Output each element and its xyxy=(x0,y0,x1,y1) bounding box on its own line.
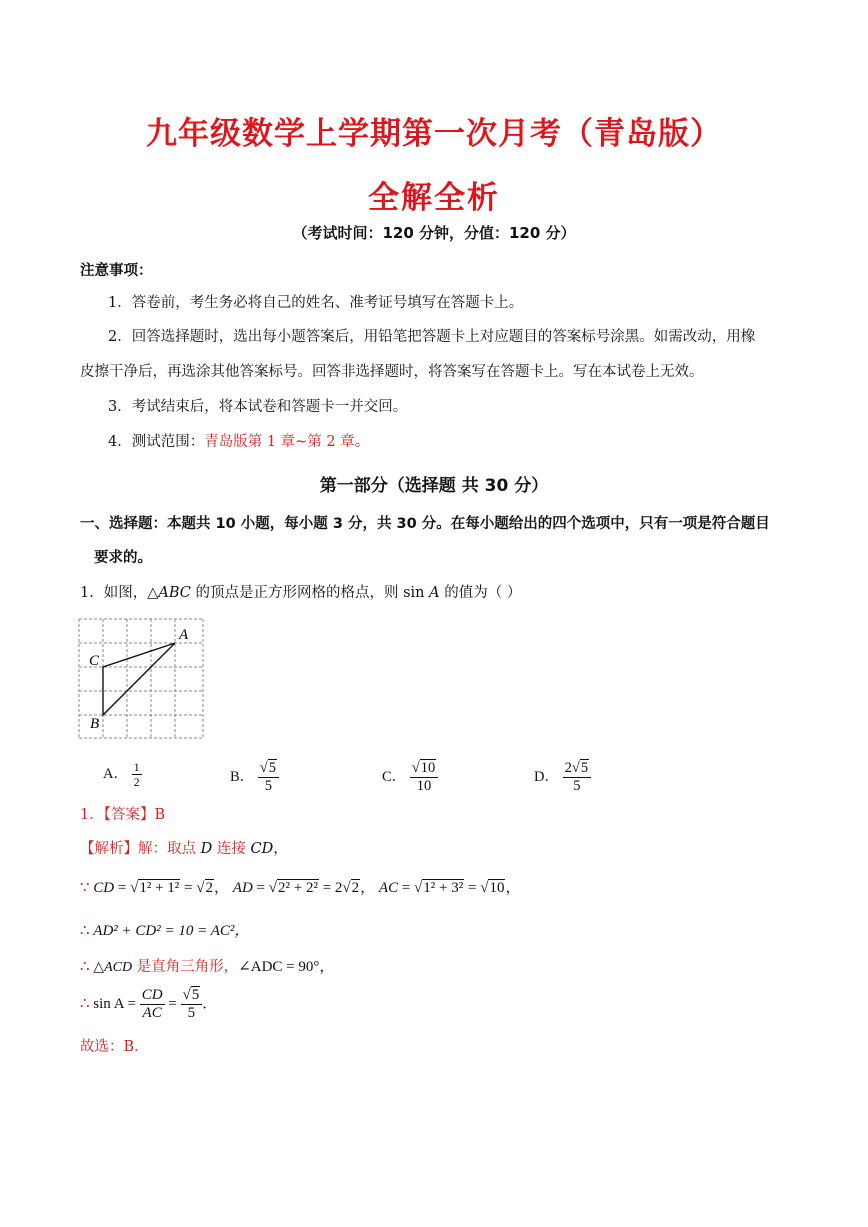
q1-analysis-intro xyxy=(80,838,288,860)
q1-stem-c: 的值为（ ） xyxy=(439,585,522,601)
option-a-label: A． xyxy=(103,765,128,782)
option-b-label: B． xyxy=(230,768,255,785)
therefore-symbol-3: ∴ xyxy=(80,995,90,1012)
analysis-label: 【解析】 xyxy=(80,841,138,857)
analysis-text: 解：取点 xyxy=(138,841,201,857)
option-c-den: 10 xyxy=(416,778,432,794)
q1-stem-A: A xyxy=(429,585,440,601)
part1-instruction-b: 要求的。 xyxy=(94,550,152,566)
q1-step-sin xyxy=(80,987,217,1022)
q1-stem-b: 的顶点是正方形网格的格点，则 sin xyxy=(190,585,430,601)
q1-step-lengths: ∵ CD = √1² + 1² = √2， AD = √2² + 2² = 2√2， AC = √1² + 3² = √10， xyxy=(80,880,521,896)
part1-title: 第一部分（选择题 共 30 分） xyxy=(319,476,549,496)
option-a-num: 1 xyxy=(133,760,140,774)
option-a-fraction xyxy=(132,760,142,789)
note-item-4-prefix: 4．测试范围： xyxy=(108,434,205,450)
option-d-label: D． xyxy=(534,768,559,785)
analysis-point-d: D xyxy=(200,841,213,857)
option-b-rad: 5 xyxy=(268,760,277,776)
note-item-4-range: 青岛版第 1 章~第 2 章 xyxy=(204,434,355,450)
option-a-den: 2 xyxy=(133,775,140,789)
pythagoras-relation: AD² + CD² = 10 = AC²， xyxy=(93,923,250,939)
analysis-segment-cd: CD xyxy=(250,841,274,857)
option-d-rad: 5 xyxy=(580,760,589,776)
note-item-3: 3．考试结束后，将本试卷和答题卡一并交回。 xyxy=(108,399,408,415)
q1-stem-abc: ABC xyxy=(158,585,191,601)
notes-heading: 注意事项： xyxy=(80,263,153,279)
note-item-4-suffix: 。 xyxy=(354,434,370,450)
sin-fraction-2: $\frac{√5}{5}$ xyxy=(181,987,203,1022)
option-d-coef: 2 xyxy=(564,760,572,776)
option-d[interactable] xyxy=(534,760,591,795)
sin-end: ． xyxy=(202,995,218,1012)
option-c-rad: 10 xyxy=(420,760,436,776)
option-d-den: 5 xyxy=(573,778,581,794)
sin-den: AC xyxy=(142,1005,162,1021)
analysis-comma: ， xyxy=(273,841,288,857)
therefore-symbol-1: ∴ xyxy=(80,923,90,939)
note-item-2a: 2．回答选择题时，选出每小题答案后，用铅笔把答题卡上对应题目的答案标号涂黑。如需改动，用橡 xyxy=(108,329,756,345)
sin-equals: = xyxy=(168,995,177,1012)
page-subtitle: 全解全析 xyxy=(368,180,500,216)
option-b-fraction: $\frac{√5}{5}$ xyxy=(258,760,279,795)
triangle-acd: △ACD xyxy=(93,960,133,975)
sin-num: CD xyxy=(141,987,163,1003)
part1-instruction-a: 一、选择题：本题共 10 小题，每小题 3 分，共 30 分。在每小题给出的四个选项中，只有一项是符合题目 xyxy=(80,516,770,532)
option-c[interactable] xyxy=(382,760,438,795)
vertex-label-c: C xyxy=(89,653,100,669)
exam-meta: （考试时间：120 分钟，分值：120 分） xyxy=(292,224,576,242)
vertex-label-b: B xyxy=(90,716,100,732)
option-a[interactable] xyxy=(103,760,142,789)
sin-a-label: sin A = xyxy=(93,995,136,1012)
option-c-fraction: $\frac{√10}{10}$ xyxy=(410,760,438,795)
sin-rad: 5 xyxy=(191,987,200,1003)
sin-den-2: 5 xyxy=(187,1005,196,1021)
because-symbol: ∵ xyxy=(80,880,90,896)
option-c-label: C． xyxy=(382,768,407,785)
option-d-fraction: $\frac{2√5}{5}$ xyxy=(563,760,591,795)
q1-stem xyxy=(80,582,521,604)
right-triangle-text: 是直角三角形， xyxy=(132,959,239,975)
note-item-4 xyxy=(108,431,369,453)
therefore-symbol-2: ∴ xyxy=(80,959,90,975)
q1-figure xyxy=(78,618,204,740)
q1-step-right-triangle xyxy=(80,955,334,976)
sin-fraction-1 xyxy=(140,987,165,1022)
q1-conclusion: 故选：B． xyxy=(80,1039,149,1055)
q1-stem-a: 1．如图，△ xyxy=(80,585,159,601)
q1-step-pythagoras xyxy=(80,919,249,940)
option-b[interactable] xyxy=(230,760,279,795)
option-b-den: 5 xyxy=(264,778,273,794)
angle-adc: ∠ADC = 90°， xyxy=(238,959,335,975)
note-item-2b: 皮擦干净后，再选涂其他答案标号。回答非选择题时，将答案写在答题卡上。写在本试卷上无效。 xyxy=(80,364,704,380)
vertex-label-a: A xyxy=(179,627,189,643)
analysis-text-2: 连接 xyxy=(212,841,251,857)
note-item-1: 1．答卷前，考生务必将自己的姓名、准考证号填写在答题卡上。 xyxy=(108,295,524,311)
page-title: 九年级数学上学期第一次月考（青岛版） xyxy=(146,116,722,152)
triangle-abc xyxy=(103,643,175,715)
q1-answer: 1．【答案】B xyxy=(80,807,166,823)
